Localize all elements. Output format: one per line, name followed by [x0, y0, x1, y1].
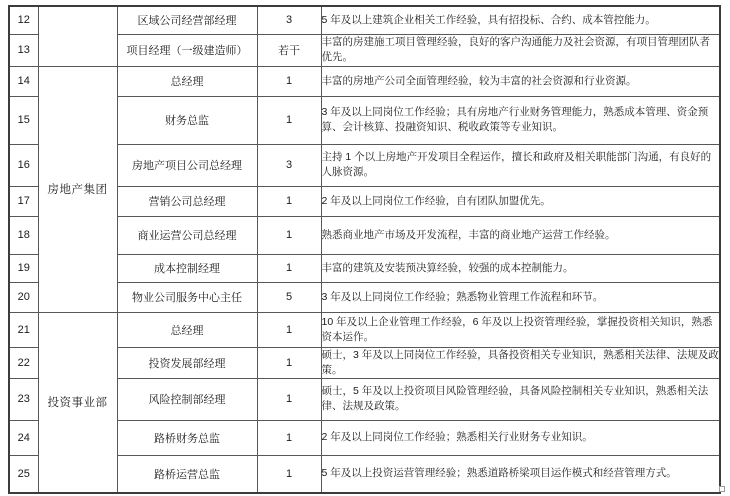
- requirement-cell[interactable]: 丰富的建筑及安装预决算经验，较强的成本控制能力。: [321, 254, 720, 282]
- position-cell[interactable]: 房地产项目公司总经理: [117, 144, 257, 186]
- requirement-cell[interactable]: 硕士，3 年及以上同岗位工作经验，具备投资相关专业知识，熟悉相关法律、法规及政策。: [321, 347, 720, 378]
- headcount-cell[interactable]: 1: [257, 455, 321, 493]
- table-row: [9, 66, 720, 96]
- headcount-cell[interactable]: 1: [257, 254, 321, 282]
- position-cell[interactable]: 投资发展部经理: [117, 347, 257, 378]
- row-number-cell[interactable]: 19: [9, 254, 38, 282]
- group-cell[interactable]: 投资事业部: [38, 312, 117, 493]
- row-number-cell[interactable]: 25: [9, 455, 38, 493]
- headcount-cell[interactable]: 1: [257, 216, 321, 254]
- row-number-cell[interactable]: 17: [9, 186, 38, 216]
- group-cell[interactable]: 房地产集团: [38, 66, 117, 312]
- position-cell[interactable]: 成本控制经理: [117, 254, 257, 282]
- headcount-cell[interactable]: 1: [257, 420, 321, 455]
- table-row: [9, 6, 720, 34]
- row-number-cell[interactable]: 23: [9, 378, 38, 420]
- row-number-cell[interactable]: 18: [9, 216, 38, 254]
- requirement-cell[interactable]: 3 年及以上同岗位工作经验；熟悉物业管理工作流程和环节。: [321, 282, 720, 312]
- requirement-cell[interactable]: 2 年及以上同岗位工作经验，自有团队加盟优先。: [321, 186, 720, 216]
- row-number-cell[interactable]: 13: [9, 34, 38, 66]
- headcount-cell[interactable]: 5: [257, 282, 321, 312]
- requirement-cell[interactable]: 2 年及以上同岗位工作经验；熟悉相关行业财务专业知识。: [321, 420, 720, 455]
- row-number-cell[interactable]: 20: [9, 282, 38, 312]
- position-cell[interactable]: 营销公司总经理: [117, 186, 257, 216]
- headcount-cell[interactable]: 3: [257, 144, 321, 186]
- position-cell[interactable]: 总经理: [117, 66, 257, 96]
- group-cell[interactable]: [38, 6, 117, 66]
- position-cell[interactable]: 财务总监: [117, 96, 257, 144]
- requirement-cell[interactable]: 熟悉商业地产市场及开发流程，丰富的商业地产运营工作经验。: [321, 216, 720, 254]
- headcount-cell[interactable]: 3: [257, 6, 321, 34]
- row-number-cell[interactable]: 22: [9, 347, 38, 378]
- requirement-cell[interactable]: 主持 1 个以上房地产开发项目全程运作，擅长和政府及相关职能部门沟通，有良好的人脉资源。: [321, 144, 720, 186]
- position-cell[interactable]: 商业运营公司总经理: [117, 216, 257, 254]
- row-number-cell[interactable]: 12: [9, 6, 38, 34]
- requirement-cell[interactable]: 3 年及以上同岗位工作经验；具有房地产行业财务管理能力，熟悉成本管理、资金预算、会计核算、投融资知识、税收政策等专业知识。: [321, 96, 720, 144]
- position-cell[interactable]: 路桥运营总监: [117, 455, 257, 493]
- requirement-cell[interactable]: 5 年及以上投资运营管理经验；熟悉道路桥梁项目运作模式和经营管理方式。: [321, 455, 720, 493]
- headcount-cell[interactable]: 1: [257, 66, 321, 96]
- position-cell[interactable]: 项目经理（一级建造师）: [117, 34, 257, 66]
- headcount-cell[interactable]: 1: [257, 378, 321, 420]
- position-cell[interactable]: 物业公司服务中心主任: [117, 282, 257, 312]
- table-resize-handle-icon[interactable]: [719, 486, 725, 492]
- recruitment-table: [8, 5, 721, 494]
- requirement-cell[interactable]: 丰富的房建施工项目管理经验，良好的客户沟通能力及社会资源，有项目管理团队者优先。: [321, 34, 720, 66]
- position-cell[interactable]: 路桥财务总监: [117, 420, 257, 455]
- row-number-cell[interactable]: 24: [9, 420, 38, 455]
- headcount-cell[interactable]: 若干: [257, 34, 321, 66]
- row-number-cell[interactable]: 15: [9, 96, 38, 144]
- headcount-cell[interactable]: 1: [257, 347, 321, 378]
- requirement-cell[interactable]: 丰富的房地产公司全面管理经验，较为丰富的社会资源和行业资源。: [321, 66, 720, 96]
- row-number-cell[interactable]: 16: [9, 144, 38, 186]
- row-number-cell[interactable]: 21: [9, 312, 38, 347]
- headcount-cell[interactable]: 1: [257, 186, 321, 216]
- row-number-cell[interactable]: 14: [9, 66, 38, 96]
- position-cell[interactable]: 风险控制部经理: [117, 378, 257, 420]
- requirement-cell[interactable]: 5 年及以上建筑企业相关工作经验，具有招投标、合约、成本管控能力。: [321, 6, 720, 34]
- headcount-cell[interactable]: 1: [257, 312, 321, 347]
- headcount-cell[interactable]: 1: [257, 96, 321, 144]
- position-cell[interactable]: 总经理: [117, 312, 257, 347]
- table-row: [9, 312, 720, 347]
- requirement-cell[interactable]: 硕士，5 年及以上投资项目风险管理经验，具备风险控制相关专业知识，熟悉相关法律、法规及政策。: [321, 378, 720, 420]
- requirement-cell[interactable]: 10 年及以上企业管理工作经验，6 年及以上投资管理经验，掌握投资相关知识，熟悉资本运作。: [321, 312, 720, 347]
- position-cell[interactable]: 区域公司经营部经理: [117, 6, 257, 34]
